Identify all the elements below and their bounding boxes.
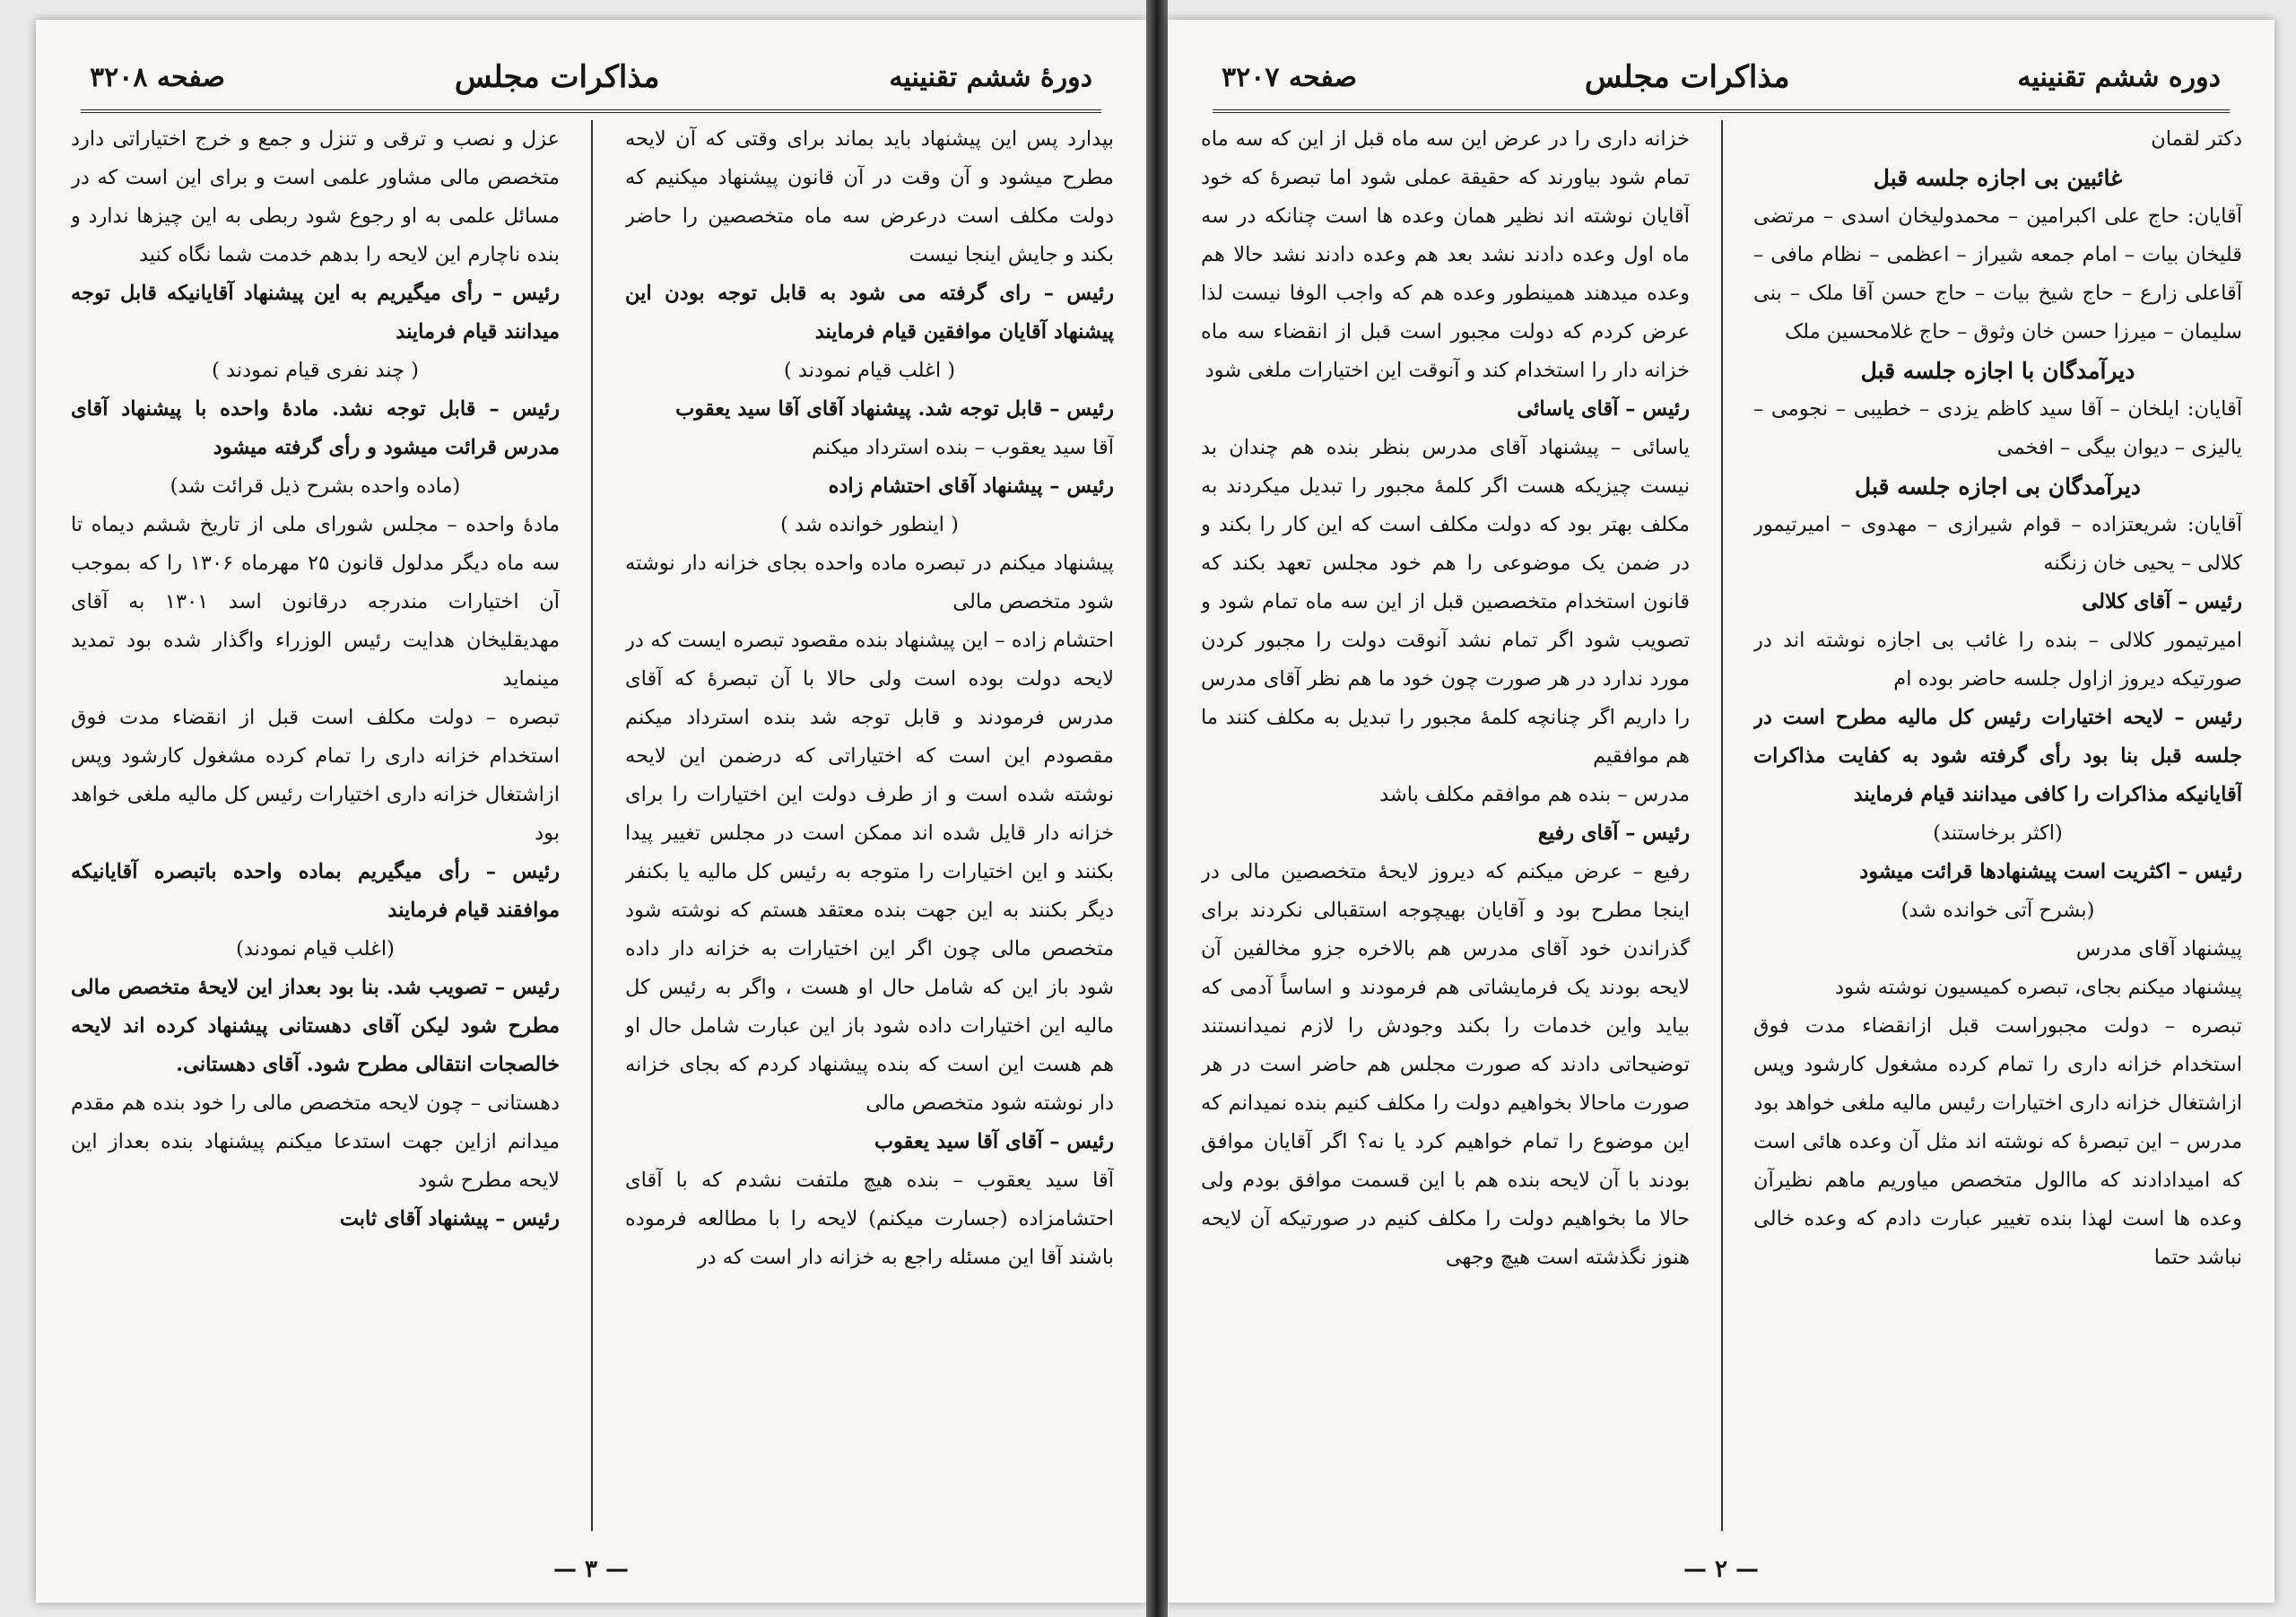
column-divider (591, 120, 593, 1531)
header-page-number: صفحه ۳۲۰۸ (90, 61, 225, 93)
text-column-left (1201, 120, 1690, 1531)
header-rule (1213, 109, 2230, 113)
paragraph: یاسائی – پیشنهاد آقای مدرس بنظر بنده هم چندان بد نیست چیزیکه هست اگر کلمهٔ مجبور را تبدیل میکردند به مکلف بهتر بود که دولت مکلف است که این کار را بکند و در ضمن یک موضوعی را هم خود مجلس تعهد بکند که قانون استخدام متخصصین قبل از این سه ماه تمام شود و تصویب شود اگر تمام نشد آنوقت دولت را مجبور کردن مورد ندارد در هر صورت چون خود ما هم نظر آقای مدرس را داریم اگر چنانچه کلمهٔ مجبور را تبدیل به مکلف کنند ما هم موافقیم (1201, 436, 1690, 768)
text-column-right (1753, 120, 2242, 1531)
paragraph: رئیس – اکثریت است پیشنهادها قرائت میشود (1859, 860, 2242, 883)
paragraph: مدرس – این تبصرهٔ که نوشته اند مثل آن وعده هائی است که امیدادادند که ماالول متخصص میاوریم ماهم نظیرآن وعده ها است لهذا بنده تغییر عبارت دادم که وعده خالی نباشد حتما (1753, 1130, 2242, 1269)
paragraph: خزانه داری را در عرض این سه ماه قبل از این که سه ماه تمام شود بیاورند که حقیقة عملی شود اما تبصرهٔ که خود آقایان نوشته اند نظیر همان وعده ها است چنانکه در سه ماه اول وعده دادند نشد بعد هم وعده دادند نشد حالا هم وعده میدهند همینطور وعده هم که واجب الوفا نیست لذا عرض کردم که دولت مجبور است قبل از انقضاء سه ماه خزانه دار را استخدام کند و آنوقت این اختیارات ملغی شود (1201, 127, 1690, 382)
header-title: مذاکرات مجلس (454, 59, 660, 95)
paragraph: بپدارد پس این پیشنهاد باید بماند برای وقتی که آن لایحه مطرح میشود و آن وقت در آن قانون پیشنهاد میکنیم که دولت مکلف است درعرض سه ماه متخصصین را حاضر بکند و جایش اینجا نیست (625, 127, 1114, 266)
page-footer-number: — ۳ — (552, 1556, 630, 1583)
paragraph: آقا سید یعقوب – بنده هیچ ملتفت نشدم که با آقای احتشامزاده (جسارت میکنم) لایحه را با مطالعه فرموده باشند آقا این مسئله راجع به خزانه دار است که در (625, 1169, 1114, 1269)
header-period: دوره ششم تقنینیه (2017, 61, 2221, 93)
page-footer-number: — ۲ — (1683, 1556, 1760, 1583)
paragraph: ( چند نفری قیام نمودند ) (212, 359, 419, 382)
paragraph: رئیس – پیشنهاد آقای احتشام زاده (828, 474, 1114, 498)
paragraph: پیشنهاد میکنم در تبصره ماده واحده بجای خزانه دار نوشته شود متخصص مالی (625, 552, 1114, 613)
paragraph: دیرآمدگان با اجازه جلسه قبل (1860, 358, 2135, 384)
text-column-left (71, 120, 560, 1531)
paragraph: دکتر لقمان (2151, 127, 2242, 151)
paragraph: احتشام زاده – این پیشنهاد بنده مقصود تبصره ایست که در لایحه دولت بوده است ولی حالا با آن تبصرهٔ که آقای مدرس فرمودند و قابل توجه شد بنده استرداد میکنم مقصودم این است که اختیاراتی که درضمن این لایحه نوشته شده است و از طرف دولت این اختیارات را برای خزانه دار قایل شده اند ممکن است در مجلس تغییر پیدا بکنند و این اختیارات را متوجه به رئیس کل مالیه یا بکنفر دیگر بکنند به این جهت بنده معتقد هستم که نوشته شود متخصص مالی چون اگر این اختیارات به خزانه دار داده شود باز این که شامل حال او هست ، واگر به رئیس کل مالیه این اختیارات داده شود باز این عبارت شامل حال او هم هست این است که بنده پیشنهاد کردم که بجای خزانه دار نوشته شود متخصص مالی (625, 629, 1114, 1115)
paragraph: دیرآمدگان بی اجازه جلسه قبل (1855, 474, 2141, 500)
left-page (36, 20, 1146, 1603)
paragraph: امیرتیمور کلالی – بنده را غائب بی اجازه نوشته اند در صورتیکه دیروز ازاول جلسه حاضر بوده ام (1753, 629, 2242, 691)
paragraph: رئیس – آقای یاسائی (1517, 397, 1690, 421)
paragraph: ( اینطور خوانده شد ) (780, 513, 959, 536)
book-gutter (1146, 0, 1168, 1617)
header-page-number: صفحه ۳۲۰۷ (1222, 61, 1357, 93)
paragraph: رئیس – رأی میگیریم به این پیشنهاد آقایانیکه قابل توجه میدانند قیام فرمایند (71, 282, 560, 343)
paragraph: رئیس – تصویب شد. بنا بود بعداز این لایحهٔ متخصص مالی مطرح شود لیکن آقای دهستانی پیشنهاد کرده اند لایحه خالصجات انتقالی مطرح شود. آقای دهستانی. (71, 976, 560, 1076)
paragraph: آقایان: شریعتزاده – قوام شیرازی – مهدوی – امیرتیمور کلالی – یحیی خان زنگنه (1753, 513, 2242, 575)
paragraph: رئیس – رأی میگیریم بماده واحده باتبصره آقایانیکه موافقند قیام فرمایند (71, 860, 560, 922)
paragraph: رئیس – آقای رفیع (1537, 822, 1690, 845)
header-rule (81, 109, 1101, 113)
paragraph: رئیس – لایحه اختیارات رئیس کل مالیه مطرح است در جلسه قبل بنا بود رأی گرفته شود به کفایت مذاکرات آقایانیکه مذاکرات را کافی میدانند قیام فرمایند (1753, 706, 2242, 806)
paragraph: آقا سید یعقوب – بنده استرداد میکنم (811, 436, 1114, 459)
page-header (1222, 50, 2221, 104)
paragraph: غائبین بی اجازه جلسه قبل (1873, 165, 2123, 191)
paragraph: رئیس – آقای کلالی (2082, 590, 2242, 613)
paragraph: رئیس – آقای آقا سید یعقوب (874, 1130, 1114, 1153)
paragraph: آقایان: حاج علی اکبرامین – محمدولیخان اسدی – مرتضی قلیخان بیات – امام جمعه شیراز – اعظمی – نظام مافی – آقاعلی زارع – حاج شیخ بیات – حاج حسن آقا ملک – بنی سلیمان – میرزا حسن خان وثوق – حاج غلامحسین ملک (1753, 204, 2242, 343)
right-page (1168, 20, 2274, 1603)
column-divider (1721, 120, 1723, 1531)
paragraph: رئیس – قابل توجه نشد. مادهٔ واحده با پیشنهاد آقای مدرس قرائت میشود و رأی گرفته میشود (71, 397, 560, 459)
text-column-right (625, 120, 1114, 1531)
paragraph: مدرس – بنده هم موافقم مکلف باشد (1379, 783, 1690, 806)
paragraph: تبصره – دولت مجبوراست قبل ازانقضاء مدت فوق استخدام خزانه داری را تمام کرده مشغول کارشود وپس ازاشتغال خزانه داری اختیارات رئیس مالیه ملغی خواهد بود (1753, 1014, 2242, 1115)
paragraph: (ماده واحده بشرح ذیل قرائت شد) (170, 474, 461, 498)
header-period: دورهٔ ششم تقنينيه (889, 61, 1092, 93)
paragraph: پیشنهاد آقای مدرس (2075, 937, 2242, 961)
paragraph: دهستانی – چون لایحه متخصص مالی را خود بنده هم مقدم میدانم ازاین جهت استدعا میکنم پیشنهاد بنده بعداز این لایحه مطرح شود (71, 1091, 560, 1192)
paragraph: تبصره – دولت مکلف است قبل از انقضاء مدت فوق استخدام خزانه داری را تمام کرده مشغول کارشود وپس ازاشتغال خزانه داری اختیارات رئیس کل مالیه ملغی خواهد بود (71, 706, 560, 845)
paragraph: (بشرح آتی خوانده شد) (1900, 899, 2095, 922)
paragraph: رئیس – رای گرفته می شود به قابل توجه بودن این پیشنهاد آقایان موافقین قیام فرمایند (625, 282, 1114, 343)
paragraph: مادهٔ واحده – مجلس شورای ملی از تاریخ ششم دیماه تا سه ماه دیگر مدلول قانون ۲۵ مهرماه ۱۳۰۶ را که بموجب آن اختیارات مندرجه درقانون اسد ۱۳۰۱ به آقای مهدیقلیخان هدایت رئیس الوزراء واگذار شده بود تمدید مینماید (71, 513, 560, 691)
paragraph: (اغلب قیام نمودند) (236, 937, 395, 961)
paragraph: عزل و نصب و ترقی و تنزل و جمع و خرج اختیاراتی دارد متخصص مالی مشاور علمی است و برای این است که در مسائل علمی به او رجوع شود ربطی به این چیزها ندارد و بنده ناچارم این لایحه را بدهم خدمت شما نگاه کنید (71, 127, 560, 266)
paragraph: رئیس – پیشنهاد آقای ثابت (339, 1207, 560, 1230)
paragraph: رفیع – عرض میکنم که دیروز لایحهٔ متخصصین مالی در اینجا مطرح بود و آقایان بهیچوجه استقبالی نکردند برای گذراندن خود آقای مدرس هم بالاخره جزو مخالفین آن لایحه بودند یک فرمایشاتی هم فرمودند و اساساً آدمی که بیاید واین خدمات را بکند وجودش را لازم نمیدانستند توضیحاتی دادند که صورت مجلس هم حاضر است در هر صورت ماحالا بخواهیم دولت را مکلف کنیم بنده نمیدانم که این موضوع را تمام خواهیم کرد یا نه؟ اگر آقایان موافق بودند با آن لایحه بنده هم با این قسمت موافق بودم ولی حالا ما بخواهیم دولت را مکلف کنیم در صورتیکه آن لایحه هنوز نگذشته است هیچ وجهی (1201, 860, 1690, 1269)
paragraph: آقایان: ایلخان – آقا سید کاظم یزدی – خطیبی – نجومی – یالیزی – دیوان بیگی – افخمی (1753, 397, 2242, 459)
paragraph: پیشنهاد میکنم بجای، تبصره کمیسیون نوشته شود (1835, 976, 2242, 999)
paragraph: رئیس – قابل توجه شد. پیشنهاد آقای آقا سید یعقوب (675, 397, 1114, 421)
header-title: مذاکرات مجلس (1584, 59, 1790, 95)
paragraph: ( اغلب قیام نمودند ) (783, 359, 956, 382)
page-header (90, 50, 1092, 104)
paragraph: (اکثر برخاستند) (1933, 822, 2063, 845)
